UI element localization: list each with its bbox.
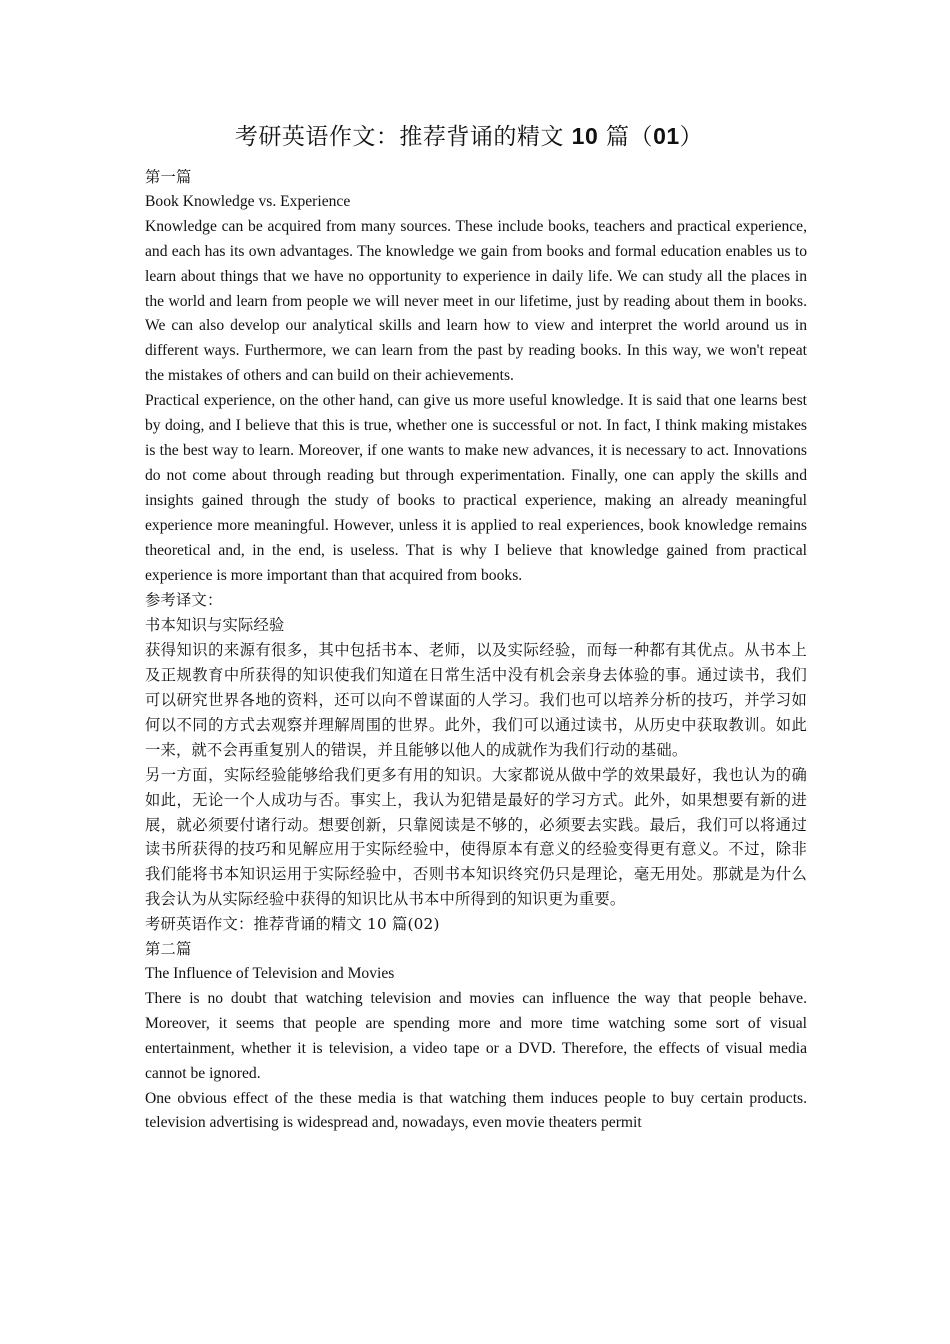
title-end: ） [679, 124, 704, 150]
section2-subtitle: 考研英语作文：推荐背诵的精文 10 篇(02) [145, 915, 440, 934]
section2-label: 第二篇 [145, 940, 192, 959]
document-body [145, 165, 807, 1136]
title-mid: 篇（ [598, 124, 654, 150]
section1-label: 第一篇 [145, 168, 192, 186]
section1-heading: Book Knowledge vs. Experience [145, 192, 351, 210]
section1-cn-paragraph-2: 另一方面，实际经验能够给我们更多有用的知识。大家都说从做中学的效果最好，我也认为的确如此，无论一个人成功与否。事实上，我认为犯错是最好的学习方式。此外，如果想要有新的进展，就必须要付诸行动。想要创新，只靠阅读是不够的，必须要去实践。最后，我们可以将通过读书所获得的技巧和见解应用于实际经验中，使得原本有意义的经验变得更有意义。不过，除非我们能将书本知识运用于实际经验中，否则书本知识终究仍只是理论，毫无用处。那就是为什么我会认为从实际经验中获得的知识比从书本中所得到的知识更为重要。 [145, 765, 807, 909]
title-index: 01 [653, 123, 680, 149]
section1-cn-heading: 书本知识与实际经验 [145, 616, 285, 635]
reference-translation-label: 参考译文： [145, 591, 223, 610]
section2-paragraph-1: There is no doubt that watching television and movies can influence the way that people behave. Moreover, it seems that people are spending more and more time watching some sort of visual entertainment, whether it is television, a video tape or a DVD. Therefore, the effects of visual media cannot be ignored. [145, 989, 807, 1082]
section2-heading: The Influence of Television and Movies [145, 965, 395, 982]
section1-paragraph-2: Practical experience, on the other hand, can give us more useful knowledge. It is said that one learns best by doing, and I believe that this is true, whether one is successful or not. In fact, I think making mistakes is the best way to learn. Moreover, if one wants to make new advances, it is necessary to act. Innovations do not come about through reading but through experimentation. Finally, one can apply the skills and insights gained through the study of books to practical experience, making an already meaningful experience more meaningful. However, unless it is applied to real experiences, book knowledge remains theoretical and, in the end, is useless. That is why I believe that knowledge gained from practical experience is more important than that acquired from books. [145, 392, 807, 584]
section1-paragraph-1: Knowledge can be acquired from many sources. These include books, teachers and practical experience, and each has its own advantages. The knowledge we gain from books and formal education enables us to learn about things that we have no opportunity to experience in daily life. We can study all the places in the world and learn from people we will never meet in our lifetime, just by reading about them in books. We can also develop our analytical skills and learn how to view and interpret the world around us in different ways. Furthermore, we can learn from the past by reading books. In this way, we won't repeat the mistakes of others and can build on their achievements. [145, 217, 807, 385]
document-title [0, 118, 938, 151]
title-number: 10 [571, 123, 599, 149]
title-main: 考研英语作文：推荐背诵的精文 [234, 124, 564, 150]
section2-paragraph-2: One obvious effect of the these media is that watching them induces people to buy certain products. television advertising is widespread and, nowadays, even movie theaters permit [145, 1089, 807, 1132]
section1-cn-paragraph-1: 获得知识的来源有很多，其中包括书本、老师，以及实际经验，而每一种都有其优点。从书本上及正规教育中所获得的知识使我们知道在日常生活中没有机会亲身去体验的事。通过读书，我们可以研究世界各地的资料，还可以向不曾谋面的人学习。我们也可以培养分析的技巧，并学习如何以不同的方式去观察并理解周围的世界。此外，我们可以通过读书，从历史中获取教训。如此一来，就不会再重复别人的错误，并且能够以他人的成就作为我们行动的基础。 [145, 641, 807, 759]
